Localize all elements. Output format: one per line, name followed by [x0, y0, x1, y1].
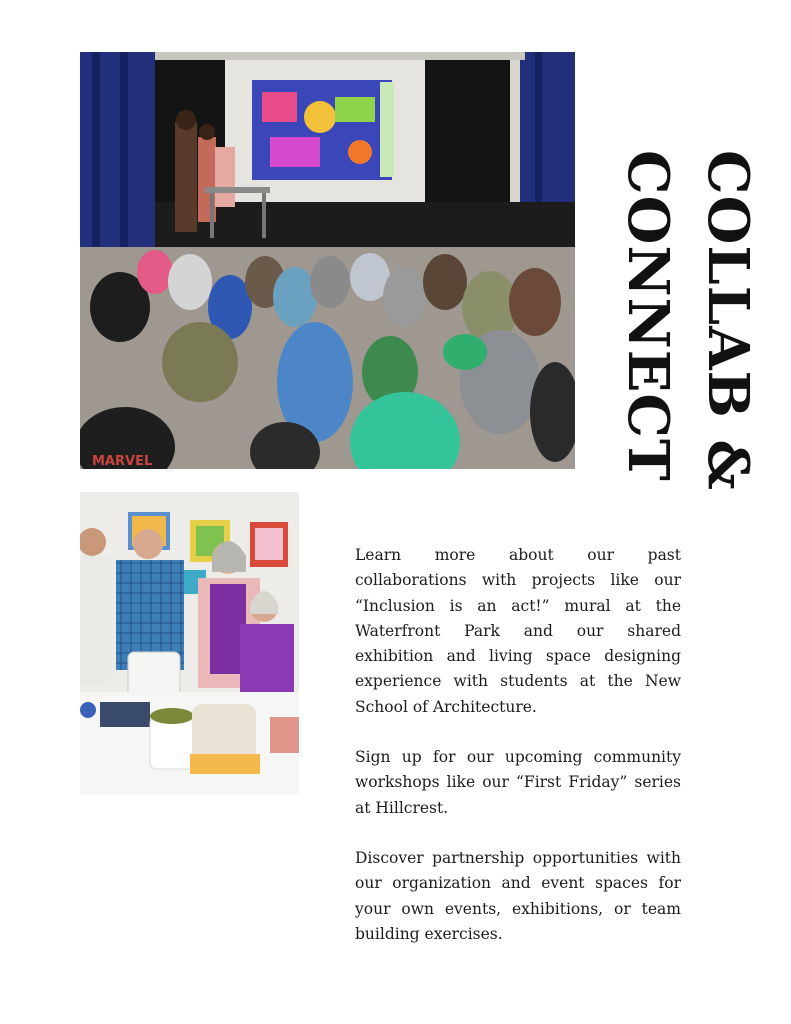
title-line-2: CONNECT — [615, 150, 681, 482]
photo-kids-presentation — [80, 52, 575, 469]
paragraph-past-collaborations: Learn more about our past collaborations with projects like our “Inclusion is an act!” mural at the Waterfront Park and our shared exhibition and living space designing experience with students at the New School of Architecture. — [355, 546, 681, 716]
body-text — [355, 543, 681, 972]
title-line-1: COLLAB & — [695, 150, 761, 491]
page-title — [598, 150, 768, 491]
photo-workshop-adults — [80, 492, 299, 794]
marvel-shirt-text: MARVEL — [92, 454, 153, 469]
paragraph-workshops: Sign up for our upcoming community workshops like our “First Friday” series at Hillcrest. — [355, 748, 681, 817]
paragraph-partnerships: Discover partnership opportunities with our organization and event spaces for your own events, exhibitions, or team building exercises. — [355, 848, 681, 943]
